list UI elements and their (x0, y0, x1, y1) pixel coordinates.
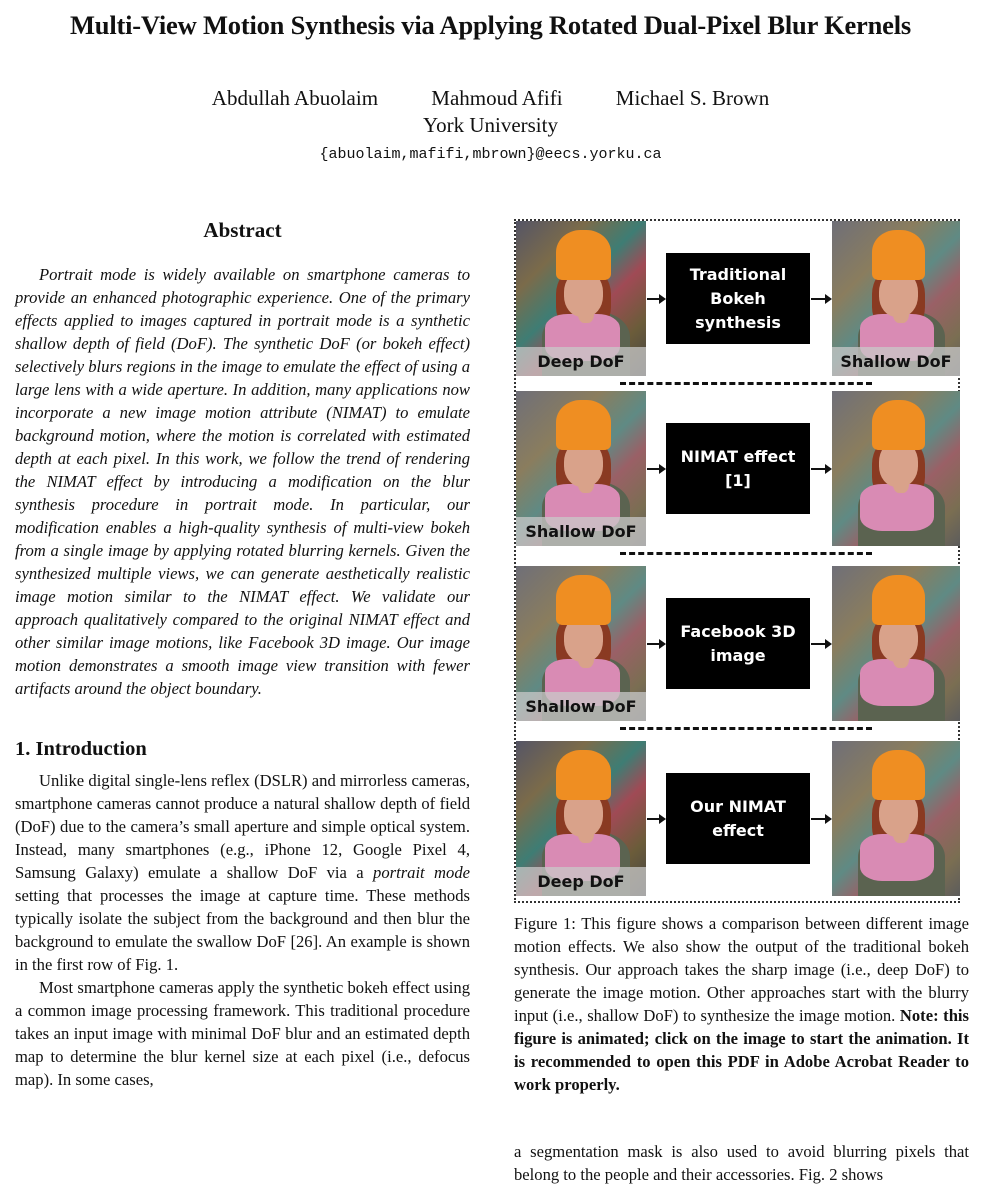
abstract-text: Portrait mode is widely available on smartphone cameras to provide an enhanced photographic experience. One of the primary effects applied to images captured in portrait mode is a synthetic shallow depth of field (DoF). The synthetic DoF (or bokeh effect) selectively blurs regions in the image to emulate the effect of using a large lens with a wide aperture. In addition, many applications now incorporate a new image motion attribute (NIMAT) to emulate background motion, where the motion is correlated with estimated depth at each pixel. In this work, we follow the trend of rendering the NIMAT effect by introducing a modification on the blur synthesis procedure in portrait mode. In particular, our modification enables a high-quality synthesis of multi-view bokeh from a single image by applying rotated blurring kernels. Given the synthesized multiple views, we can generate aesthetically realistic image motion similar to the NIMAT effect. We validate our approach qualitatively compared to the original NIMAT effect and other similar image motions, like Facebook 3D image. Our image motion demonstrates a smooth image view transition with fewer artifacts around the object boundary. (15, 265, 470, 698)
arrow-right-icon (811, 643, 830, 645)
row-divider (620, 552, 872, 555)
dof-label: Deep DoF (516, 867, 646, 896)
photo-hat (872, 230, 926, 280)
dof-label: Deep DoF (516, 347, 646, 376)
photo-hat (872, 750, 926, 800)
dof-label: Shallow DoF (832, 347, 960, 376)
figure-1-animated[interactable] (514, 219, 960, 903)
arrow-right-icon (647, 468, 664, 470)
figure-row (516, 221, 962, 376)
photo-hand (578, 302, 594, 324)
intro-text: setting that processes the image at capture time. These methods typically isolate the subject from the background and then blur the background to emulate the swallow DoF [26]. An example is shown in the first row of Fig. 1. (15, 886, 470, 974)
input-photo (516, 221, 646, 376)
dof-label: Shallow DoF (516, 517, 646, 546)
figure-row (516, 741, 962, 896)
section-heading-introduction: 1. Introduction (15, 738, 147, 760)
intro-paragraph-continued: a segmentation mask is also used to avoid blurring pixels that belong to the people and their accessories. Fig. 2 shows (514, 1142, 969, 1184)
photo-hand (578, 472, 594, 494)
author-name: Michael S. Brown (615, 86, 770, 110)
photo-hand (893, 822, 908, 844)
abstract-heading: Abstract (203, 218, 282, 242)
photo-hat (556, 400, 611, 450)
process-box: Our NIMAT effect (666, 773, 810, 864)
caption-text: Figure 1: This figure shows a comparison between different image motion effects. We also show the output of the traditional bokeh synthesis. Our approach takes the sharp image (i.e., deep DoF) to generate the image motion. Other approaches start with the blurry input (i.e., shallow DoF) to synthesize the image motion. (514, 914, 969, 1025)
photo-hat (556, 230, 611, 280)
output-photo (832, 221, 960, 376)
dof-label: Shallow DoF (516, 692, 646, 721)
paper-title: Multi-View Motion Synthesis via Applying Rotated Dual-Pixel Blur Kernels (70, 10, 911, 40)
left-column (15, 218, 470, 1091)
arrow-right-icon (811, 818, 830, 820)
author-name: Mahmoud Afifi (431, 86, 563, 110)
photo-hat (872, 400, 926, 450)
output-photo (832, 391, 960, 546)
affiliation: York University (423, 113, 558, 137)
figure-1-caption (514, 912, 969, 1096)
process-box: Traditional Bokeh synthesis (666, 253, 810, 344)
output-photo (832, 741, 960, 896)
output-photo (832, 566, 960, 721)
photo-hat (556, 575, 611, 625)
intro-paragraph-1 (15, 769, 470, 976)
photo-hand (893, 302, 908, 324)
arrow-right-icon (647, 298, 664, 300)
figure-row (516, 566, 962, 721)
photo-hand (893, 472, 908, 494)
row-divider (620, 727, 872, 730)
arrow-right-icon (811, 298, 830, 300)
photo-hat (872, 575, 926, 625)
author-list (0, 86, 981, 111)
arrow-right-icon (647, 818, 664, 820)
process-box: Facebook 3D image (666, 598, 810, 689)
process-box: NIMAT effect [1] (666, 423, 810, 514)
photo-hand (893, 647, 908, 669)
figure-row (516, 391, 962, 546)
caption-note: Note: this figure is animated; click on the image to start the animation. It is recommended to open this PDF in Adobe Acrobat Reader to work properly. (514, 1006, 970, 1094)
photo-hat (556, 750, 611, 800)
arrow-right-icon (647, 643, 664, 645)
arrow-right-icon (811, 468, 830, 470)
intro-paragraph-2: Most smartphone cameras apply the synthetic bokeh effect using a common image processing framework. This traditional procedure takes an input image with minimal DoF blur and an estimated depth map to determine the blur kernel size at each pixel (i.e., defocus map). In some cases, (15, 978, 470, 1089)
intro-emphasis: portrait mode (373, 863, 470, 882)
author-name: Abdullah Abuolaim (211, 86, 379, 110)
row-divider (620, 382, 872, 385)
intro-text: Unlike digital single-lens reflex (DSLR) and mirrorless cameras, smartphone cameras cannot produce a natural shallow depth of field (DoF) due to the camera’s small aperture and simple optical system. Instead, many smartphones (e.g., iPhone 12, Google Pixel 4, Samsung Galaxy) emulate a shallow DoF via a (15, 771, 470, 882)
input-photo (516, 741, 646, 896)
input-photo (516, 391, 646, 546)
photo-hand (578, 647, 594, 669)
input-photo (516, 566, 646, 721)
photo-hand (578, 822, 594, 844)
author-email[interactable]: {abuolaim,mafifi,mbrown}@eecs.yorku.ca (319, 146, 662, 163)
